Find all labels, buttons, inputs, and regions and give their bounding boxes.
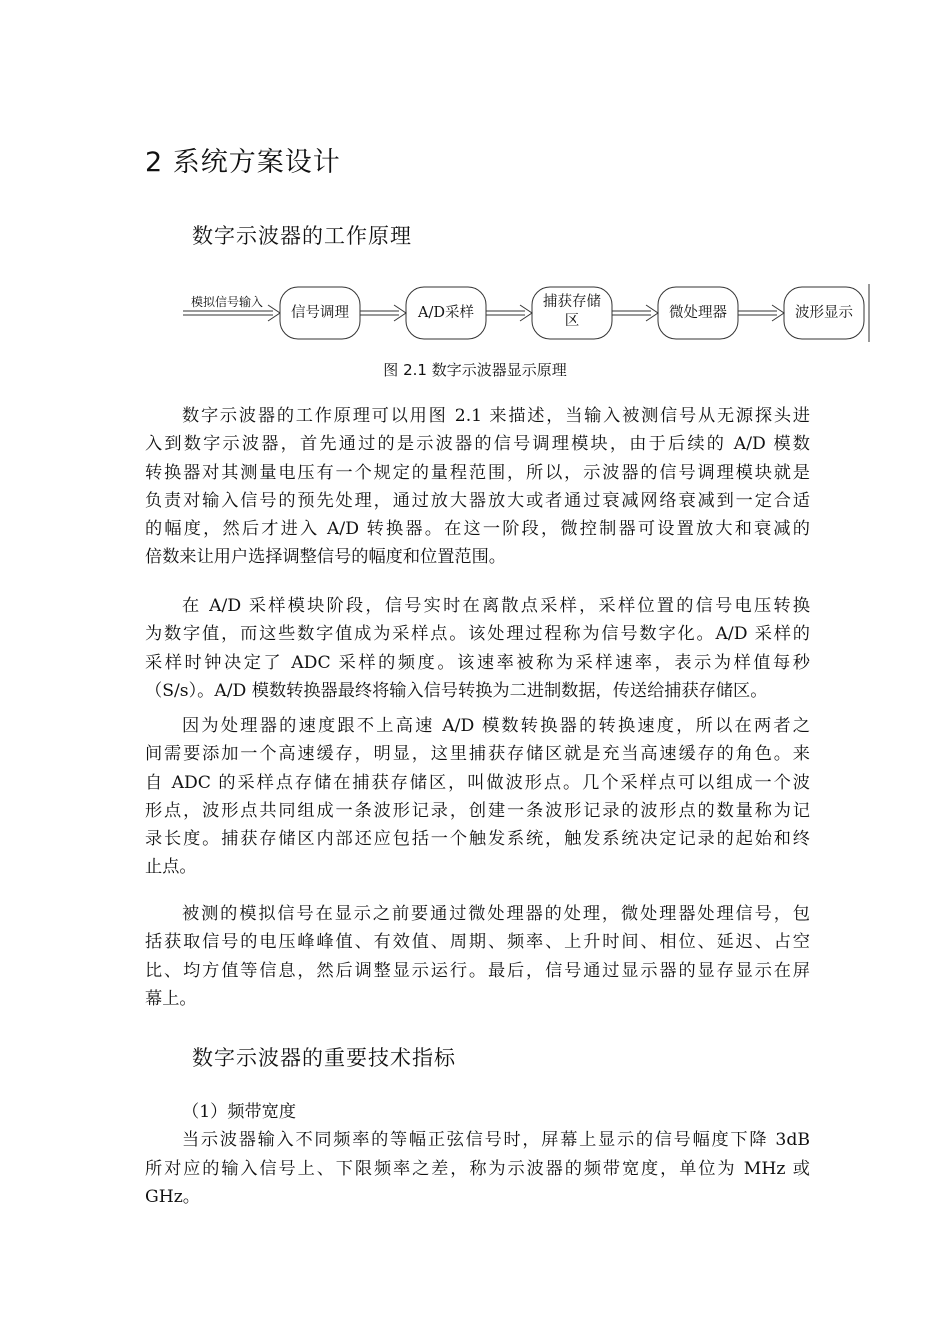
arrow <box>360 305 406 321</box>
block-diagram <box>183 284 873 346</box>
paragraph <box>145 402 810 572</box>
text-line: 止点。 <box>145 857 197 878</box>
text-line: 形点，波形点共同组成一条波形记录，创建一条波形记录的波形点的数量称为记 <box>145 800 810 821</box>
text-line: 间需要添加一个高速缓存，明显，这里捕获存储区就是充当高速缓存的角色。来 <box>145 744 810 765</box>
text-line: 因为处理器的速度跟不上高速 A/D 模数转换器的转换速度，所以在两者之 <box>182 716 810 736</box>
text-line: 幕上。 <box>145 988 197 1009</box>
text-line: 转换器对其测量电压有一个规定的量程范围，所以，示波器的信号调理模块就是 <box>145 462 810 483</box>
text-line: （S/s）。A/D 模数转换器最终将输入信号转换为二进制数据，传送给捕获存储区。 <box>145 680 768 701</box>
paragraph <box>145 1098 810 1211</box>
input-signal-label: 模拟信号输入 <box>191 295 264 309</box>
figure-caption: 图 2.1 数字示波器显示原理 <box>383 361 567 379</box>
node-ad-sampling: A/D采样 <box>418 305 474 321</box>
text-line: 在 A/D 采样模块阶段，信号实时在离散点采样，采样位置的信号电压转换 <box>182 596 810 616</box>
list-item-label: （1）频带宽度 <box>182 1102 297 1122</box>
section-title-key-specs: 数字示波器的重要技术指标 <box>192 1046 456 1070</box>
text-line: 采样时钟决定了 ADC 采样的频度。该速率被称为采样速率，表示为样值每秒 <box>145 652 810 673</box>
arrow <box>612 305 658 321</box>
text-line: 当示波器输入不同频率的等幅正弦信号时，屏幕上显示的信号幅度下降 3dB <box>182 1130 810 1151</box>
paragraph <box>145 712 810 882</box>
text-line: 倍数来让用户选择调整信号的幅度和位置范围。 <box>145 547 506 568</box>
text-line: 所对应的输入信号上、下限频率之差，称为示波器的频带宽度，单位为 MHz 或 <box>145 1158 810 1179</box>
arrow <box>486 305 532 321</box>
text-line: 数字示波器的工作原理可以用图 2.1 来描述，当输入被测信号从无源探头进 <box>182 406 810 426</box>
node-capture-storage: 捕获存储 区 <box>543 294 601 329</box>
chapter-title: 2 系统方案设计 <box>145 147 341 178</box>
text-line: 为数字值，而这些数字值成为采样点。该处理过程称为信号数字化。A/D 采样的 <box>145 624 810 645</box>
paragraph <box>145 592 810 705</box>
paragraph <box>145 900 810 1013</box>
node-signal-conditioning: 信号调理 <box>291 305 349 321</box>
section-title-working-principle: 数字示波器的工作原理 <box>192 224 412 248</box>
text-line: 的幅度，然后才进入 A/D 转换器。在这一阶段，微控制器可设置放大和衰减的 <box>145 519 810 540</box>
node-microprocessor: 微处理器 <box>669 305 727 321</box>
text-line: 括获取信号的电压峰峰值、有效值、周期、频率、上升时间、相位、延迟、占空 <box>145 932 810 953</box>
text-line: 比、均方值等信息，然后调整显示运行。最后，信号通过显示器的显存显示在屏 <box>145 960 810 981</box>
text-line: GHz。 <box>145 1186 200 1207</box>
text-line: 被测的模拟信号在显示之前要通过微处理器的处理，微处理器处理信号，包 <box>182 904 810 924</box>
text-line: 自 ADC 的采样点存储在捕获存储区，叫做波形点。几个采样点可以组成一个波 <box>145 772 810 793</box>
text-line: 入到数字示波器，首先通过的是示波器的信号调理模块，由于后续的 A/D 模数 <box>145 434 810 455</box>
text-line: 录长度。捕获存储区内部还应包括一个触发系统，触发系统决定记录的起始和终 <box>145 829 810 850</box>
node-waveform-display: 波形显示 <box>795 305 853 321</box>
text-line: 负责对输入信号的预先处理，通过放大器放大或者通过衰减网络衰减到一定合适 <box>145 490 810 511</box>
arrow <box>738 305 784 321</box>
